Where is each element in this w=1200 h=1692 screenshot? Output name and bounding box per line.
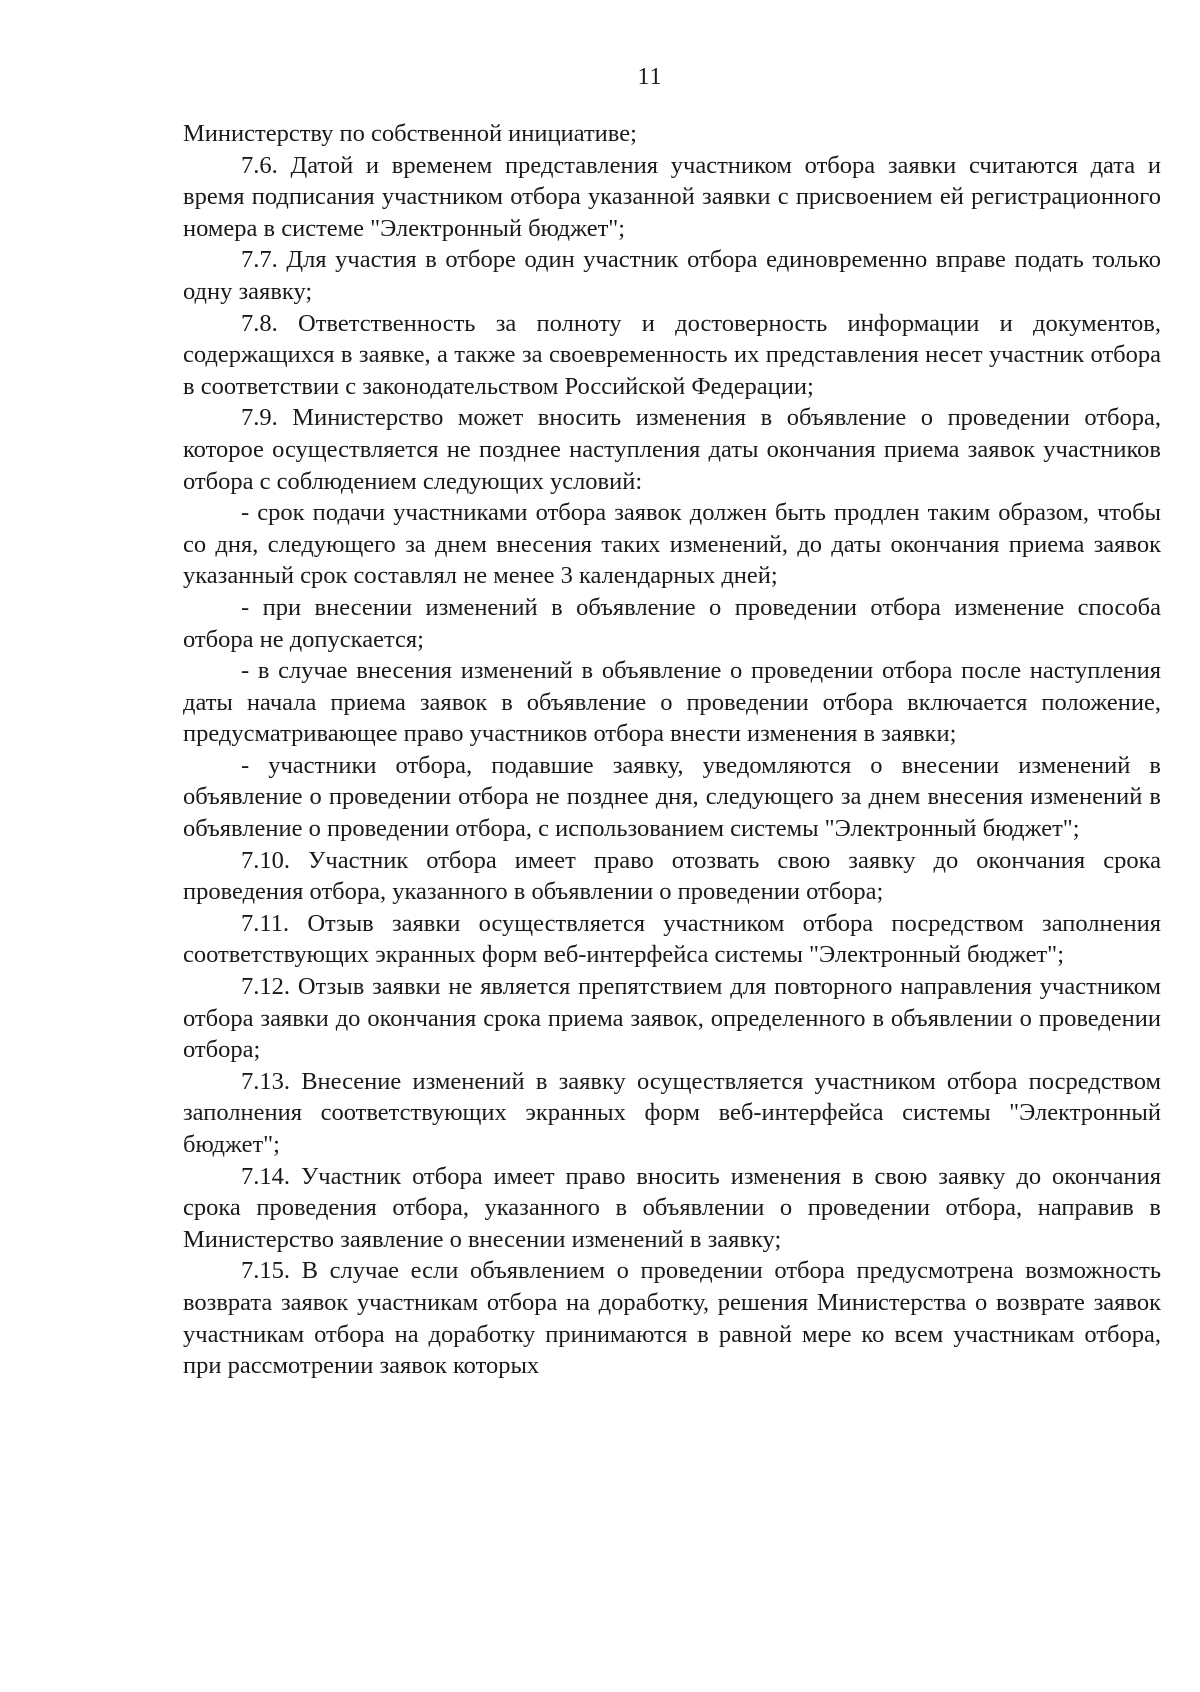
paragraph-continuation: Министерству по собственной инициативе;: [183, 120, 637, 147]
page-number: 11: [637, 64, 663, 90]
paragraph-7-9-item-1: - срок подачи участниками отбора заявок должен быть продлен таким образом, чтобы со дня, следующего за днем внесения таких изменений, до даты окончания приема заявок указанный срок составлял не менее 3 календарных дней;: [183, 499, 1161, 590]
paragraph-7-9-item-4: - участники отбора, подавшие заявку, уведомляются о внесении изменений в объявление о проведении отбора не позднее дня, следующего за днем внесения изменений в объявление о проведении отбора, с использованием системы "Электронный бюджет";: [183, 751, 1161, 843]
paragraph-7-12: 7.12. Отзыв заявки не является препятствием для повторного направления участником отбора заявки до окончания срока приема заявок, определенного в объявлении о проведении отбора;: [183, 973, 1161, 1064]
paragraph-7-13: 7.13. Внесение изменений в заявку осуществляется участником отбора посредством заполнения соответствующих экранных форм веб-интерфейса системы "Электронный бюджет";: [183, 1067, 1161, 1158]
document-body: [183, 118, 1161, 1382]
paragraph-7-9: 7.9. Министерство может вносить изменения в объявление о проведении отбора, которое осуществляется не позднее наступления даты окончания приема заявок участников отбора с соблюдением следующих условий:: [183, 404, 1161, 495]
paragraph-7-8: 7.8. Ответственность за полноту и достоверность информации и документов, содержащихся в заявке, а также за своевременность их представления несет участник отбора в соответствии с законодательством Российской Федерации;: [183, 309, 1161, 400]
paragraph-7-6: 7.6. Датой и временем представления участником отбора заявки считаются дата и время подписания участником отбора указанной заявки с присвоением ей регистрационного номера в системе "Электронный бюджет";: [183, 151, 1161, 242]
paragraph-7-7: 7.7. Для участия в отборе один участник отбора единовременно вправе подать только одну заявку;: [183, 246, 1161, 305]
paragraph-7-9-item-2: - при внесении изменений в объявление о проведении отбора изменение способа отбора не допускается;: [183, 593, 1161, 653]
paragraph-7-11: 7.11. Отзыв заявки осуществляется участником отбора посредством заполнения соответствующих экранных форм веб-интерфейса системы "Электронный бюджет";: [183, 909, 1161, 969]
paragraph-7-15: 7.15. В случае если объявлением о проведении отбора предусмотрена возможность возврата заявок участникам отбора на доработку, решения Министерства о возврате заявок участникам отбора на доработку принимаются в равной мере ко всем участникам отбора, при рассмотрении заявок которых: [183, 1257, 1161, 1380]
paragraph-7-10: 7.10. Участник отбора имеет право отозвать свою заявку до окончания срока проведения отбора, указанного в объявлении о проведении отбора;: [183, 846, 1161, 906]
paragraph-7-9-item-3: - в случае внесения изменений в объявление о проведении отбора после наступления даты начала приема заявок в объявление о проведении отбора включается положение, предусматривающее право участников отбора внести изменения в заявки;: [183, 657, 1161, 748]
paragraph-7-14: 7.14. Участник отбора имеет право вносить изменения в свою заявку до окончания срока проведения отбора, указанного в объявлении о проведении отбора, направив в Министерство заявление о внесении изменений в заявку;: [183, 1162, 1161, 1253]
